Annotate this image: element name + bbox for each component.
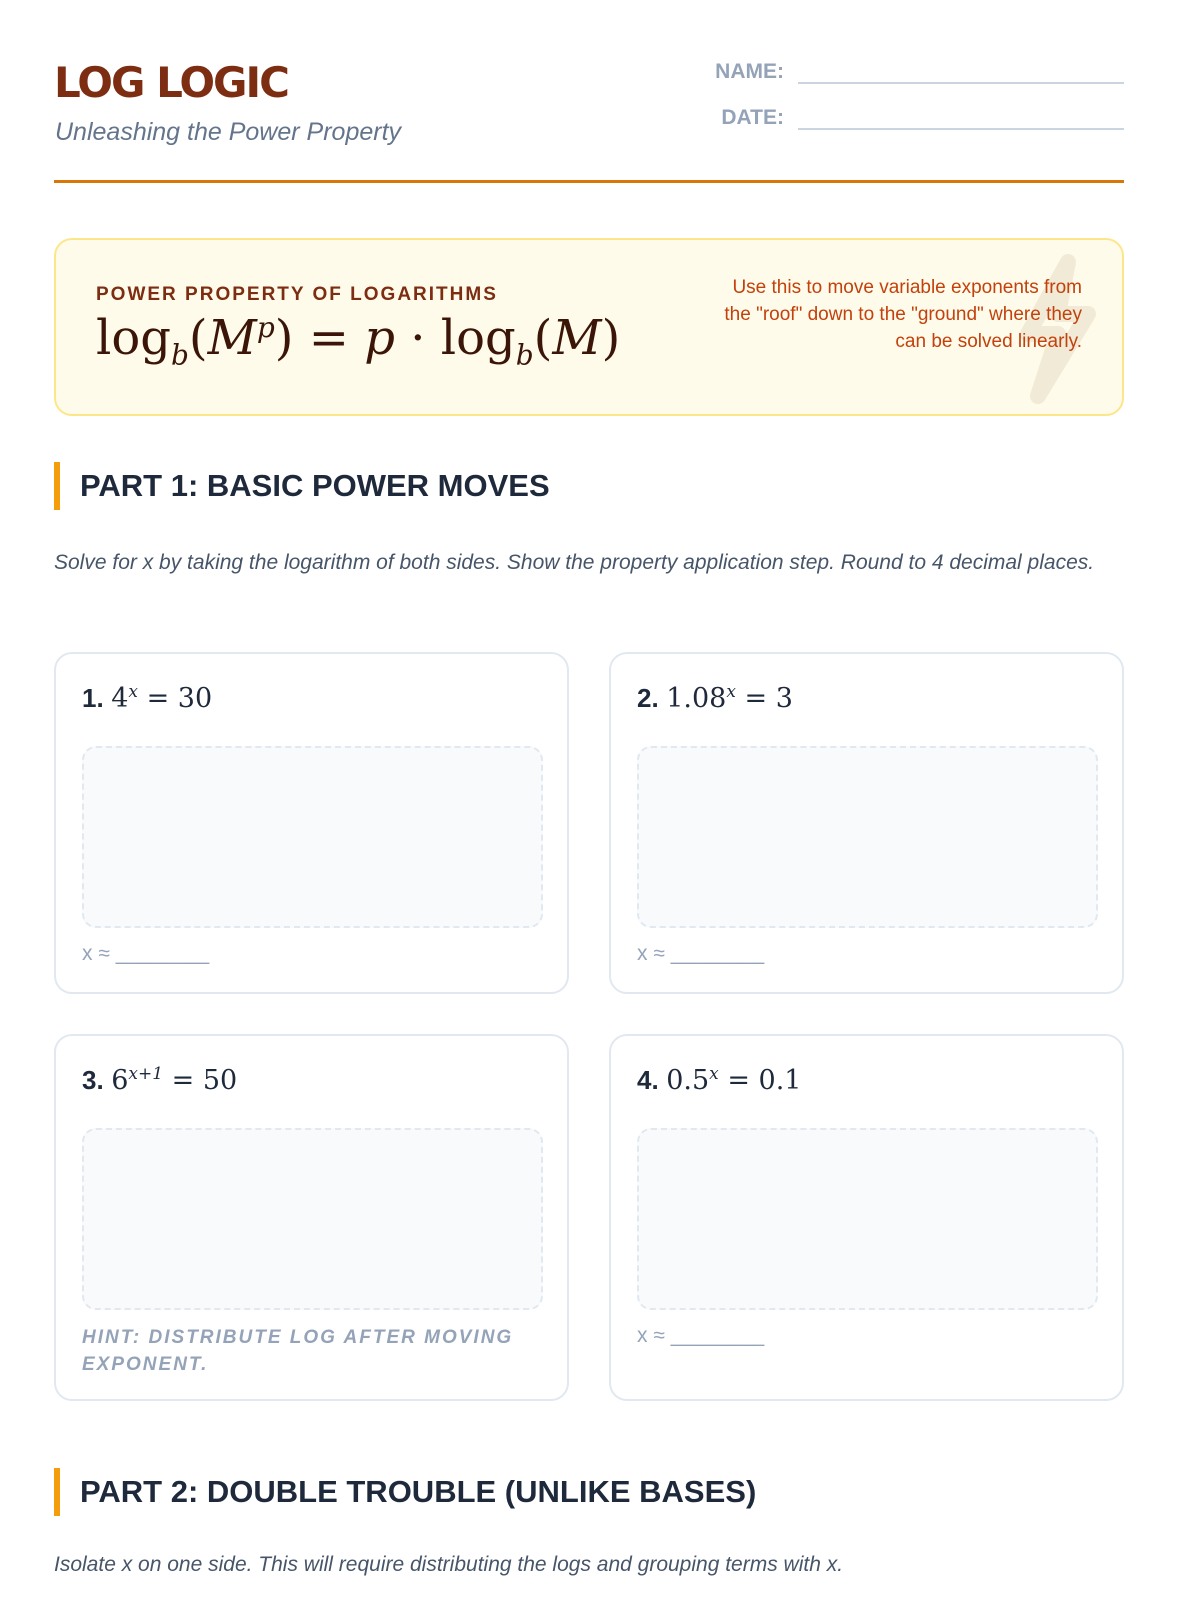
dot: · [410, 310, 426, 366]
name-line[interactable] [798, 56, 1124, 84]
rhs: 30 [177, 683, 213, 714]
worksheet-title: LOG LOGIC [54, 58, 288, 107]
part1-heading: PART 1: BASIC POWER MOVES [54, 462, 550, 510]
rhs: 50 [202, 1065, 238, 1096]
work-area[interactable] [82, 746, 543, 928]
problem-card [54, 652, 569, 994]
work-area[interactable] [637, 1128, 1098, 1310]
date-line[interactable] [798, 102, 1124, 130]
header-divider [54, 180, 1124, 183]
answer-blank[interactable]: x ≈ ________ [637, 942, 765, 965]
worksheet-subtitle: Unleashing the Power Property [55, 118, 402, 146]
answer-blank[interactable]: x ≈ ________ [82, 942, 210, 965]
exponent: x+1 [128, 1064, 164, 1084]
exponent: x [726, 682, 736, 702]
log-fn: log [440, 310, 516, 366]
arg: M [207, 310, 257, 366]
exponent: x [128, 682, 138, 702]
power-property-box [54, 238, 1124, 416]
problem-card [54, 1034, 569, 1401]
part1-instructions: Solve for x by taking the logarithm of both sides. Show the property application step. Round to 4 decimal places. [54, 551, 1095, 574]
problem-statement: 1. $4^x = 30$ [82, 682, 213, 714]
part2-heading: PART 2: DOUBLE TROUBLE (UNLIKE BASES) [54, 1468, 756, 1516]
coefficient: p [364, 310, 395, 366]
base: 6 [111, 1065, 129, 1096]
problem-card [609, 652, 1124, 994]
name-field[interactable] [700, 56, 1124, 84]
rhs: 3 [775, 683, 793, 714]
arg: M [552, 310, 602, 366]
name-label: NAME: [715, 60, 784, 83]
work-area[interactable] [82, 1128, 543, 1310]
date-field[interactable] [700, 102, 1124, 130]
problem-card [609, 1034, 1124, 1401]
hint-text: HINT: DISTRIBUTE LOG AFTER MOVING EXPONENT. [82, 1327, 514, 1375]
problem-number: 2. [637, 683, 659, 713]
work-area[interactable] [637, 746, 1098, 928]
problem-number: 4. [637, 1065, 659, 1095]
exponent: p [256, 311, 275, 344]
equals: = [308, 310, 349, 366]
property-formula: $\log_b(M^p) = p \cdot \log_b(M)$ [96, 310, 621, 372]
base: 4 [111, 683, 129, 714]
log-base: b [170, 338, 189, 372]
base: 1.08 [666, 683, 727, 714]
answer-blank[interactable]: x ≈ ________ [637, 1324, 765, 1347]
base: 0.5 [666, 1065, 710, 1096]
exponent: x [709, 1064, 719, 1084]
problem-statement: 3. $6^{x+1} = 50$ [82, 1064, 238, 1096]
rhs: 0.1 [758, 1065, 802, 1096]
property-note: Use this to move variable exponents from the "roof" down to the "ground" where they can be solved linearly. [724, 277, 1082, 352]
problem-statement: 4. $0.5^x = 0.1$ [637, 1064, 802, 1096]
log-fn: log [96, 310, 171, 366]
problem-number: 3. [82, 1065, 104, 1095]
part2-instructions: Isolate x on one side. This will require distributing the logs and grouping terms with x. [54, 1553, 844, 1576]
problem-number: 1. [82, 683, 104, 713]
property-kicker: POWER PROPERTY OF LOGARITHMS [96, 284, 498, 305]
log-base: b [515, 338, 534, 372]
problem-statement: 2. $1.08^x = 3$ [637, 682, 793, 714]
date-label: DATE: [721, 106, 784, 129]
